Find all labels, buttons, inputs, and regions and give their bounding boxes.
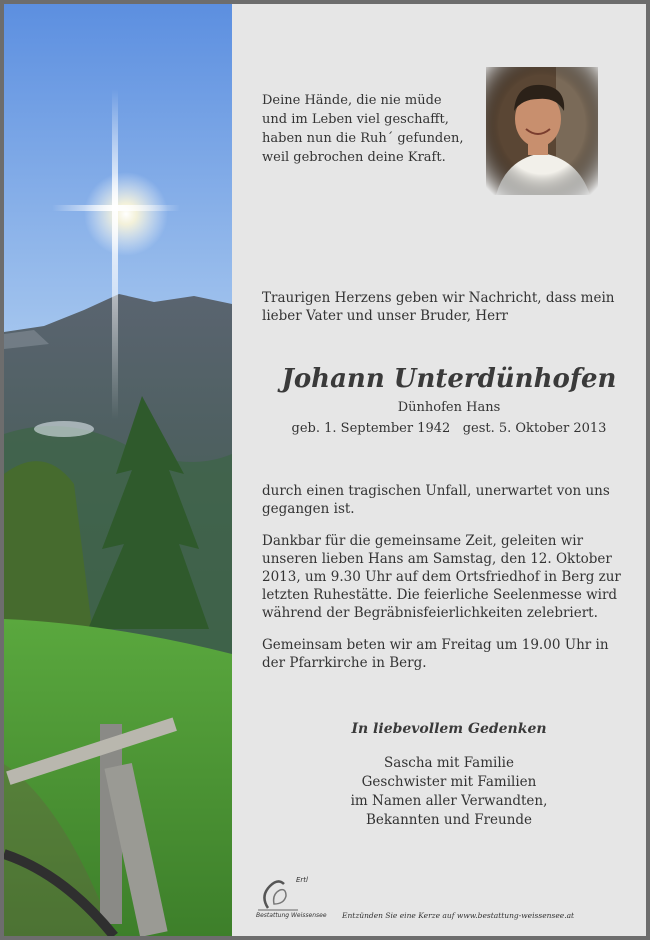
mourners-list <box>252 754 646 830</box>
poem-line: Deine Hände, die nie müde <box>262 93 442 108</box>
logo-bottom-text: Bestattung Weissensee <box>256 912 327 919</box>
logo-emblem-icon <box>254 874 334 914</box>
logo-top-text: Ertl <box>296 876 308 884</box>
landscape-image <box>4 4 232 936</box>
cause-paragraph: durch einen tragischen Unfall, unerwartet von uns gegangen ist. <box>262 483 610 517</box>
poem-line: und im Leben viel geschafft, <box>262 112 449 127</box>
intro-text: Traurigen Herzens geben wir Nachricht, dass mein lieber Vater und unser Bruder, Herr <box>262 290 615 324</box>
poem-line: weil gebrochen deine Kraft. <box>262 150 446 165</box>
mourner-line: Sascha mit Familie <box>384 755 514 771</box>
mourner-line: im Namen aller Verwandten, <box>350 793 548 809</box>
mourner-line: Bekannten und Freunde <box>365 812 533 828</box>
prayer-paragraph: Gemeinsam beten wir am Freitag um 19.00 Uhr in der Pfarrkirche in Berg. <box>262 637 609 671</box>
portrait-photo <box>486 67 598 195</box>
deceased-nickname: Dünhofen Hans <box>397 400 501 415</box>
footer-candle-link[interactable]: Entzünden Sie eine Kerze auf www.bestattung-weissensee.at <box>342 911 575 920</box>
obituary-content <box>232 4 646 936</box>
poem-line: haben nun die Ruh´ gefunden, <box>262 131 464 146</box>
funeral-paragraph: Dankbar für die gemeinsame Zeit, geleiten wir unseren lieben Hans am Samstag, den 12. Oktober 2013, um 9.30 Uhr auf dem Ortsfriedhof in Berg zur letzten Ruhestätte. Die feierliche Seelenmesse wird während der Begräbnisfeierlichkeiten zelebriert. <box>262 533 621 621</box>
funeral-home-logo <box>254 874 334 924</box>
mourner-line: Geschwister mit Familien <box>361 774 537 790</box>
remembrance-heading: In liebevollem Gedenken <box>351 721 547 737</box>
poem <box>262 91 463 167</box>
deceased-name: Johann Unterdünhofen <box>281 364 617 394</box>
life-dates: geb. 1. September 1942 gest. 5. Oktober 2013 <box>291 421 607 436</box>
obituary-card <box>4 4 646 936</box>
